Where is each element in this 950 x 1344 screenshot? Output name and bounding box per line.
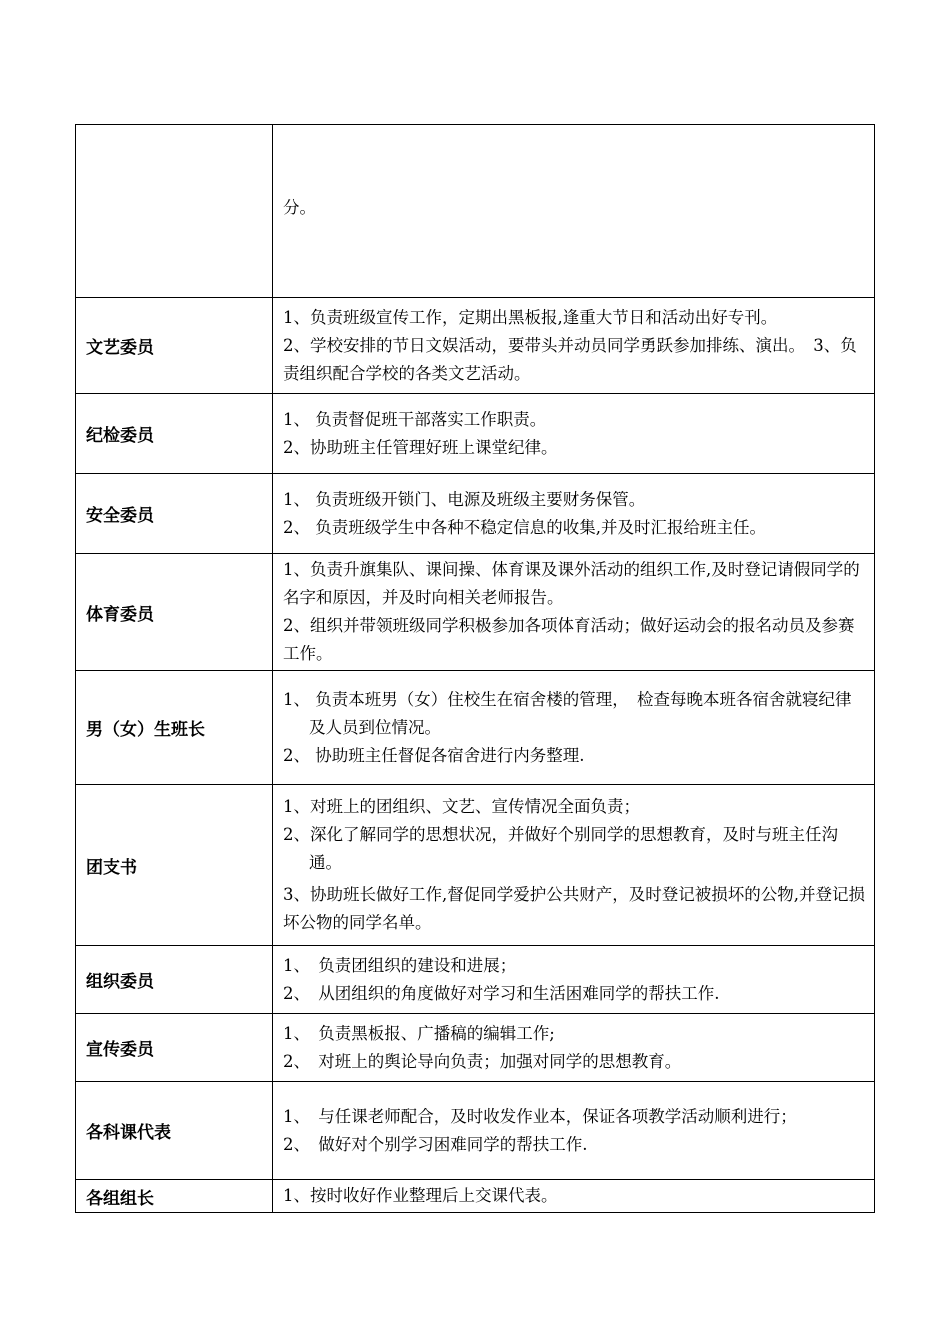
table-row bbox=[76, 554, 875, 671]
table-row bbox=[76, 474, 875, 554]
duty-cell bbox=[273, 474, 875, 554]
role-cell: 安全委员 bbox=[76, 474, 273, 554]
duty-line: 1、对班上的团组织、文艺、宣传情况全面负责； bbox=[283, 797, 640, 816]
role-cell: 宣传委员 bbox=[76, 1014, 273, 1082]
duty-line: 1、 与任课老师配合，及时收发作业本，保证各项教学活动顺利进行； bbox=[283, 1106, 797, 1126]
duty-cell bbox=[273, 1180, 875, 1213]
role-cell: 团支书 bbox=[76, 785, 273, 946]
duty-line: 2、学校安排的节日文娱活动，要带头并动员同学勇跃参加排练、演出。 3、负责组织配合学校的各类文艺活动。 bbox=[283, 335, 857, 383]
duty-line: 1、 负责黑板报、广播稿的编辑工作; bbox=[283, 1023, 555, 1043]
duty-line: 2、 协助班主任督促各宿舍进行内务整理. bbox=[283, 745, 585, 765]
duty-line: 3、协助班长做好工作,督促同学爱护公共财产，及时登记被损坏的公物,并登记损坏公物的同学名单。 bbox=[283, 885, 865, 932]
table-row bbox=[76, 1180, 875, 1213]
duty-line: 1、负责班级宣传工作，定期出黑板报,逢重大节日和活动出好专刊。 bbox=[283, 307, 778, 327]
role-cell bbox=[76, 125, 273, 298]
table-row bbox=[76, 125, 875, 298]
role-cell: 体育委员 bbox=[76, 554, 273, 671]
table-row bbox=[76, 298, 875, 394]
duty-line: 2、协助班主任管理好班上课堂纪律。 bbox=[283, 437, 558, 457]
duty-cell bbox=[273, 785, 875, 946]
duty-cell bbox=[273, 946, 875, 1014]
role-cell: 纪检委员 bbox=[76, 394, 273, 474]
duty-line: 1、负责升旗集队、课间操、体育课及课外活动的组织工作,及时登记请假同学的名字和原因，并及时向相关老师报告。 bbox=[283, 560, 860, 607]
duty-line: 1、按时收好作业整理后上交课代表。 bbox=[283, 1186, 558, 1205]
table-row bbox=[76, 671, 875, 785]
table-row bbox=[76, 1082, 875, 1180]
duty-line: 2、 对班上的舆论导向负责；加强对同学的思想教育。 bbox=[283, 1051, 682, 1071]
duty-line: 分。 bbox=[283, 198, 316, 217]
duty-cell bbox=[273, 671, 875, 785]
table-row bbox=[76, 785, 875, 946]
duty-cell bbox=[273, 394, 875, 474]
duty-cell bbox=[273, 1014, 875, 1082]
table-row bbox=[76, 394, 875, 474]
table-row bbox=[76, 1014, 875, 1082]
duty-line: 2、 做好对个别学习困难同学的帮扶工作. bbox=[283, 1134, 588, 1154]
role-cell: 各科课代表 bbox=[76, 1082, 273, 1180]
role-cell: 各组组长 bbox=[76, 1180, 273, 1213]
role-cell: 男（女）生班长 bbox=[76, 671, 273, 785]
duty-line: 1、 负责督促班干部落实工作职责。 bbox=[283, 409, 547, 429]
role-cell: 组织委员 bbox=[76, 946, 273, 1014]
duty-line: 1、 负责本班男（女）住校生在宿舍楼的管理， 检查每晚本班各宿舍就寝纪律及人员到位情况。 bbox=[283, 689, 852, 737]
duty-line: 2、深化了解同学的思想状况，并做好个别同学的思想教育，及时与班主任沟通。 bbox=[283, 825, 838, 872]
duty-cell bbox=[273, 298, 875, 394]
duty-cell bbox=[273, 1082, 875, 1180]
duty-line: 1、 负责团组织的建设和进展； bbox=[283, 955, 517, 975]
duty-cell bbox=[273, 554, 875, 671]
duty-line: 2、 从团组织的角度做好对学习和生活困难同学的帮扶工作. bbox=[283, 983, 720, 1003]
duties-table bbox=[75, 124, 875, 1213]
table-row bbox=[76, 946, 875, 1014]
role-cell: 文艺委员 bbox=[76, 298, 273, 394]
duty-cell bbox=[273, 125, 875, 298]
duty-line: 1、 负责班级开锁门、电源及班级主要财务保管。 bbox=[283, 489, 646, 509]
duty-line: 2、组织并带领班级同学积极参加各项体育活动；做好运动会的报名动员及参赛工作。 bbox=[283, 616, 855, 663]
duty-line: 2、 负责班级学生中各种不稳定信息的收集,并及时汇报给班主任。 bbox=[283, 517, 766, 537]
